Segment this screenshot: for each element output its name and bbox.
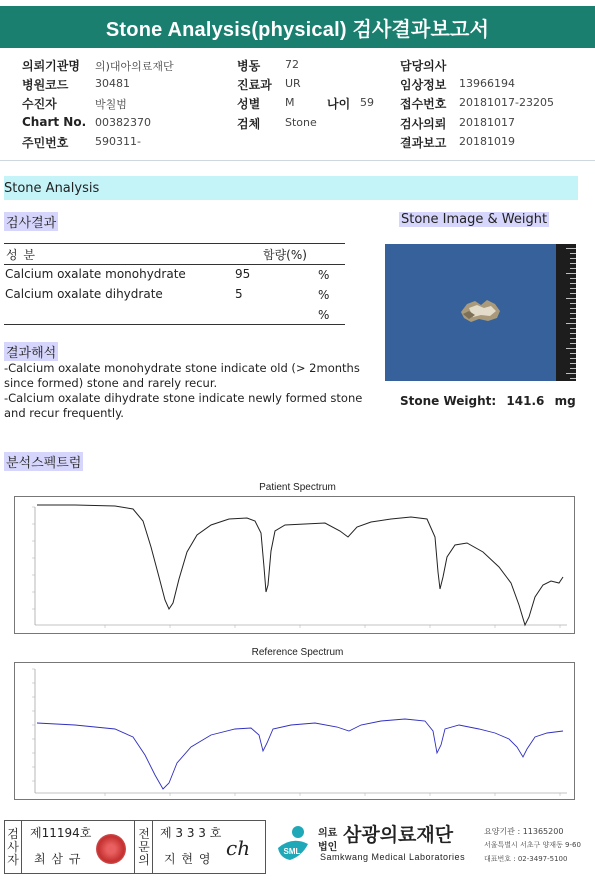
org-address: 서울특별시 서초구 양재동 9-60: [484, 841, 581, 849]
divider: [134, 820, 135, 874]
ruler-tick: [570, 318, 576, 319]
org-name: 삼광의료재단: [343, 824, 454, 846]
section-bar-stone-analysis: [4, 176, 578, 200]
scale-ruler: [556, 244, 576, 381]
stone-weight-label: Stone Weight:: [400, 394, 497, 408]
ruler-tick: [570, 303, 576, 304]
logo-lettering: SML: [283, 847, 301, 856]
org-code: 요양기관 : 11365200: [484, 827, 564, 836]
col-header-component: 성 분: [6, 248, 36, 262]
org-phone: 대표번호 : 02-3497-5100: [484, 855, 568, 863]
interpretation-line: -Calcium oxalate monohydrate stone indicate old (> 2months: [4, 361, 360, 375]
stone-photo: [385, 244, 576, 381]
table-top-rule: [4, 243, 345, 244]
info-label-request-date: 검사의뢰: [400, 117, 447, 131]
ruler-tick: [570, 263, 576, 264]
result-row-name: Calcium oxalate monohydrate: [5, 267, 186, 281]
ruler-tick: [566, 298, 576, 299]
section-title: Stone Analysis: [4, 180, 100, 196]
result-row-value: 95: [235, 267, 251, 281]
ruler-tick: [570, 258, 576, 259]
table-bottom-rule: [4, 324, 345, 325]
reference-spectrum-title: Reference Spectrum: [251, 647, 344, 658]
specialist-signature: ch: [226, 836, 251, 860]
org-prefix-2: 법인: [318, 842, 338, 853]
divider: [0, 160, 595, 161]
info-value-receipt-no: 20181017-23205: [459, 96, 554, 109]
info-label-clinical-info: 임상정보: [400, 78, 447, 92]
info-label-resident-no: 주민번호: [22, 136, 69, 150]
info-label-receipt-no: 접수번호: [400, 97, 447, 111]
ruler-tick: [570, 343, 576, 344]
ruler-tick: [566, 348, 576, 349]
examiner-seal-icon: [96, 834, 126, 864]
examiner-license: 제11194호: [30, 826, 92, 840]
ruler-tick: [570, 328, 576, 329]
ruler-tick: [570, 253, 576, 254]
ruler-tick: [566, 273, 576, 274]
info-label-institution: 의뢰기관명: [22, 59, 80, 73]
info-value-resident-no: 590311-: [95, 135, 141, 148]
ruler-tick: [570, 288, 576, 289]
info-value-clinical-info: 13966194: [459, 77, 515, 90]
ruler-tick: [570, 338, 576, 339]
stone-image-heading: Stone Image & Weight: [401, 212, 548, 227]
org-prefix-1: 의료: [318, 828, 338, 839]
info-value-institution: 의)대아의료재단: [95, 60, 174, 73]
report-title: Stone Analysis(physical) 검사결과보고서: [105, 18, 490, 41]
patient-spectrum-title: Patient Spectrum: [259, 482, 336, 493]
info-value-age: 59: [360, 96, 374, 109]
specialist-name: 지 현 영: [164, 852, 212, 866]
info-label-ward: 병동: [237, 59, 261, 73]
info-label-age: 나이: [327, 97, 351, 111]
info-value-specimen: Stone: [285, 116, 317, 129]
info-label-doctor: 담당의사: [400, 59, 447, 73]
report-title-banner: [0, 6, 595, 48]
spectrum-heading: 분석스펙트럼: [4, 452, 83, 471]
ruler-tick: [570, 353, 576, 354]
interpretation-line: since formed) stone and rarely recur.: [4, 376, 218, 390]
result-row-name: Calcium oxalate dihydrate: [5, 287, 163, 301]
ruler-tick: [566, 373, 576, 374]
info-value-patient: 박칠범: [95, 98, 127, 111]
ruler-tick: [570, 283, 576, 284]
info-label-sex: 성별: [237, 97, 261, 111]
result-row-unit: %: [318, 288, 330, 302]
result-heading: 검사결과: [4, 212, 58, 231]
info-value-department: UR: [285, 77, 301, 90]
patient-spectrum-panel: [14, 496, 575, 634]
ruler-tick: [570, 268, 576, 269]
examiner-label: 검사자: [7, 827, 19, 867]
info-label-report-date: 결과보고: [400, 136, 447, 150]
info-label-hospital-code: 병원코드: [22, 78, 69, 92]
stone-weight-value: 141.6: [506, 394, 545, 408]
interpretation-line: and recur frequently.: [4, 406, 124, 420]
reference-spectrum-panel: [14, 662, 575, 800]
specialist-label: 전문의: [138, 827, 150, 867]
info-value-report-date: 20181019: [459, 135, 515, 148]
ruler-tick: [570, 293, 576, 294]
footer: [4, 818, 591, 878]
info-value-ward: 72: [285, 58, 299, 71]
ruler-tick: [570, 308, 576, 309]
org-english-name: Samkwang Medical Laboratories: [320, 852, 466, 862]
examiner-name: 최 삼 규: [34, 852, 82, 866]
stone-weight: [400, 394, 576, 408]
info-value-chart-no: 00382370: [95, 116, 151, 129]
col-header-content: 함량(%): [263, 248, 307, 262]
stone-specimen-image: [457, 296, 503, 326]
ruler-tick: [566, 248, 576, 249]
info-label-patient: 수진자: [22, 97, 57, 111]
divider: [152, 820, 153, 874]
info-value-sex: M: [285, 96, 295, 109]
ruler-tick: [570, 313, 576, 314]
ruler-tick: [570, 358, 576, 359]
ruler-tick: [570, 368, 576, 369]
patient-info-block: [0, 54, 595, 154]
interpretation-heading: 결과해석: [4, 342, 58, 361]
info-value-hospital-code: 30481: [95, 77, 130, 90]
specialist-license: 제 3 3 3 호: [160, 826, 222, 840]
table-header-rule: [4, 264, 345, 265]
info-label-specimen: 검체: [237, 117, 261, 131]
reference-spectrum-plot: [15, 663, 574, 799]
ruler-tick: [570, 278, 576, 279]
info-value-request-date: 20181017: [459, 116, 515, 129]
patient-spectrum-plot: [15, 497, 574, 633]
sml-logo-icon: [272, 824, 312, 866]
info-label-department: 진료과: [237, 78, 272, 92]
result-row-value: 5: [235, 287, 243, 301]
stone-weight-unit: mg: [554, 394, 576, 408]
result-row-unit: %: [318, 268, 330, 282]
ruler-tick: [570, 378, 576, 379]
ruler-tick: [570, 333, 576, 334]
divider: [21, 820, 22, 874]
interpretation-line: -Calcium oxalate dihydrate stone indicate newly formed stone: [4, 391, 363, 405]
ruler-tick: [570, 363, 576, 364]
info-label-chart-no: Chart No.: [22, 115, 87, 129]
result-row-unit: %: [318, 308, 330, 322]
ruler-tick: [566, 323, 576, 324]
